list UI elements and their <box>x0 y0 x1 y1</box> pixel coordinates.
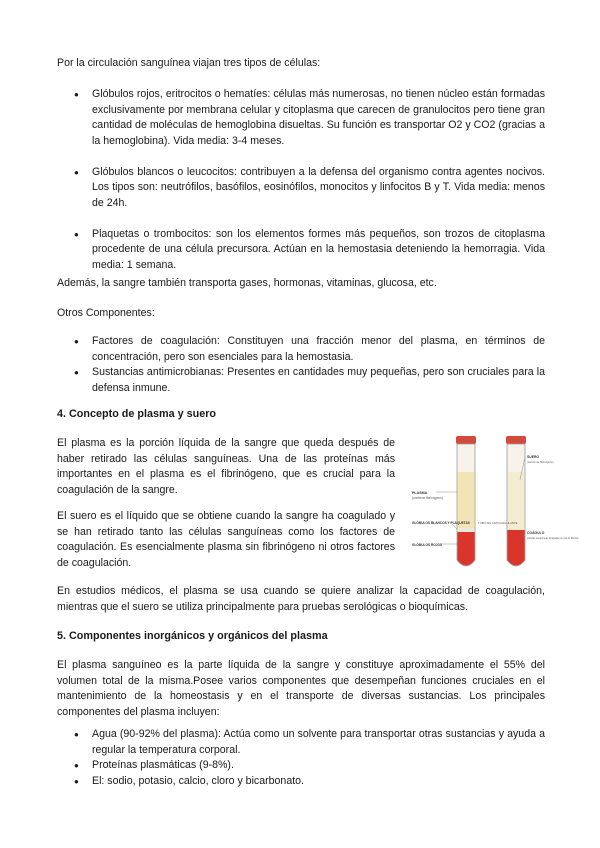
tube-cap-left <box>456 436 476 444</box>
other-components-title: Otros Componentes: <box>57 307 155 319</box>
list-item: ● El: sodio, potasio, calcio, cloro y bicarbonato. <box>57 774 545 790</box>
clot-layer <box>507 530 524 566</box>
transport-text: Además, la sangre también transporta gases, hormonas, vitaminas, glucosa, etc. <box>57 277 437 289</box>
plasma-serum-tubes-figure <box>410 432 579 582</box>
center-label: TUBO SIN ANTICOAGULANTE <box>478 521 518 525</box>
serum-sub-label: (carece de fibrinógeno) <box>527 461 554 464</box>
list-item: ● Glóbulos blancos o leucocitos: contribuyen a la defensa del organismo contra agentes nocivos. Los tipos son: neutrófilos, basófilos, eosinófilos, monocitos y linfocitos B y T. Vida media: menos de 24h. <box>57 165 545 212</box>
section-4-title: 4. Concepto de plasma y suero <box>57 408 217 420</box>
serum-paragraph: El suero es el líquido que se obtiene cuando la sangre ha coagulado y se han retirado tanto las células sanguíneas como los factores de coagulación. Es esencialmente plasma sin fibrinógeno ni otros factores de coagulación. <box>57 510 395 569</box>
list-item: ● Plaquetas o trombocitos: son los elementos formes más pequeños, son trozos de citoplasma procedente de una célula precursora. Actúan en la hemostasia deteniendo la hemorragia. Vida media: 1 semana. <box>57 227 545 274</box>
section-5-title: 5. Componentes inorgánicos y orgánicos del plasma <box>57 630 328 642</box>
list-item: ● Proteínas plasmáticas (9-8%). <box>57 758 545 774</box>
plasma-components-paragraph: El plasma sanguíneo es la parte líquida de la sangre y constituye aproximadamente el 55% del volumen total de la misma.Posee varios componentes que desempeñan funciones cruciales en el mantenimiento de la homeostasis y en el transporte de diversas sustancias. Los principales componentes del plasma incluyen: <box>57 659 545 718</box>
clot-label: COÁGULO <box>527 531 545 535</box>
plasma-label: PLASMA <box>412 491 428 495</box>
buffy-coat-layer <box>457 528 474 532</box>
tube-cap-right <box>506 436 526 444</box>
plasma-components-list <box>57 727 545 789</box>
plasma-sub-label: (contiene fibrinógeno) <box>412 496 443 500</box>
list-item: ● Sustancias antimicrobianas: Presentes en cantidades muy pequeñas, pero son cruciales para la defensa inmune. <box>57 365 545 396</box>
list-item: ● Agua (90-92% del plasma): Actúa como un solvente para transportar otras sustancias y ayuda a regular la temperatura corporal. <box>57 727 545 758</box>
plasma-paragraph: El plasma es la porción líquida de la sangre que queda después de haber retirado las células sanguíneas. Una de las proteínas más importantes en el plasma es el fibrinógeno, que es crucial para la coagulación de la sangre. <box>57 437 395 496</box>
intro-text: Por la circulación sanguínea viajan tres tipos de células: <box>57 57 321 69</box>
plasma-layer <box>457 472 474 528</box>
list-item: ● Glóbulos rojos, eritrocitos o hematíes: células más numerosas, no tienen núcleo están formadas exclusivamente por membrana celular y citoplasma que carecen de granulocitos pero tiene gran cantidad de moléculas de hemoglobina disueltas. Su función es transportar O2 y CO2 (gracias a la hemoglobina). Vida media: 3-4 meses. <box>57 87 545 149</box>
list-item: ● Factores de coagulación: Constituyen una fracción menor del plasma, en términos de concentración, pero son esenciales para la hemostasia. <box>57 334 545 365</box>
usage-paragraph: En estudios médicos, el plasma se usa cuando se quiere analizar la capacidad de coagulación, mientras que el suero se utiliza principalmente para pruebas serológicas o bioquímicas. <box>57 585 545 613</box>
clot-sub-label: (células sanguíneas atrapadas en red de fibrina) <box>527 537 579 540</box>
serum-label: SUERO <box>527 455 540 459</box>
other-components-list <box>57 334 545 396</box>
red-cells-label: GLÓBULOS ROJOS <box>412 543 443 547</box>
red-cells-layer <box>457 532 474 566</box>
cell-types-list <box>57 87 545 289</box>
white-cells-label: GLÓBULOS BLANCOS Y PLAQUETAS <box>412 521 470 525</box>
